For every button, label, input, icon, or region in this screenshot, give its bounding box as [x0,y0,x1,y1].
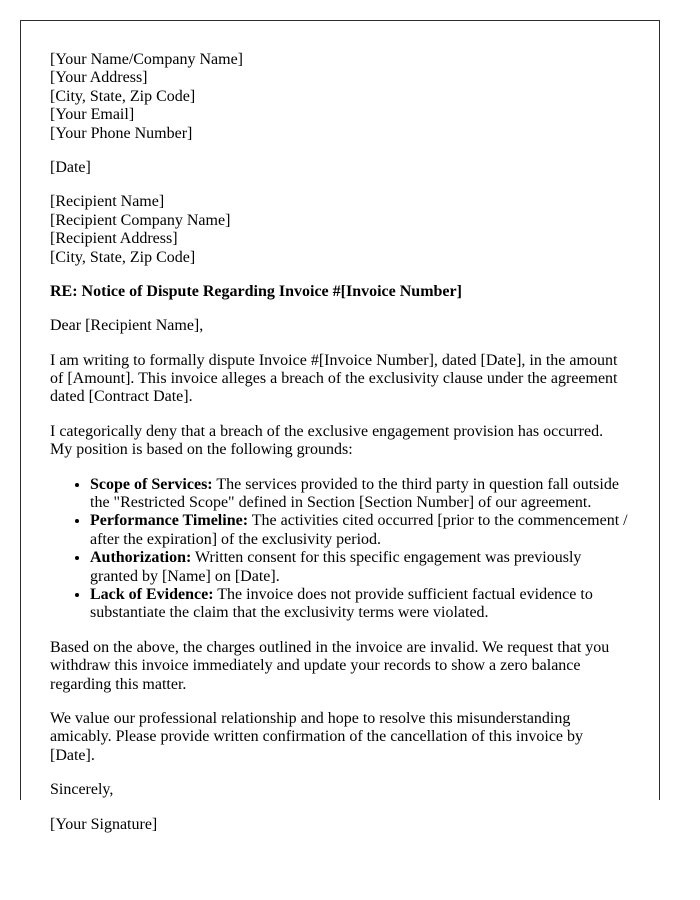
date-line: [Date] [50,158,91,176]
sender-email-line: [Your Email] [50,106,135,124]
recipient-address-block [50,193,629,267]
bullet-text: The services provided to the third party in question fall outside the "Restricted Scope" defined in Section [Section Number] of our agreement. [90,475,619,512]
salutation: Dear [Recipient Name], [50,317,204,335]
list-item-authorization [90,549,629,586]
recipient-company-line: [Recipient Company Name] [50,211,231,229]
dispute-grounds-list [50,476,629,623]
bullet-text: The invoice does not provide sufficient factual evidence to substantiate the claim that the exclusivity terms were violated. [90,585,593,622]
paragraph-dispute-intro: I am writing to formally dispute Invoice #[Invoice Number], dated [Date], in the amount of [Amount]. This invoice alleges a breach of the exclusivity clause under the agreement dated [Contract Date]. [50,351,618,406]
sender-phone-line: [Your Phone Number] [50,124,193,142]
paragraph-denial: I categorically deny that a breach of the exclusive engagement provision has occurred. My position is based on the following grounds: [50,422,604,459]
list-item-lack-of-evidence [90,586,629,623]
letter-document [20,20,660,833]
subject-line: RE: Notice of Dispute Regarding Invoice #[Invoice Number] [50,282,462,300]
recipient-city-line: [City, State, Zip Code] [50,248,196,266]
sender-city-line: [City, State, Zip Code] [50,87,196,105]
list-item-performance-timeline [90,512,629,549]
list-item-scope-of-services [90,476,629,513]
bullet-label: Authorization: [90,549,192,567]
recipient-name-line: [Recipient Name] [50,193,165,211]
bullet-text: Written consent for this specific engagement was previously granted by [Name] on [Date]. [90,549,582,585]
bullet-text: The activities cited occurred [prior to the commencement / after the expiration] of the exclusivity period. [90,512,628,548]
sender-address-block [50,51,629,143]
paragraph-closing-request: We value our professional relationship and hope to resolve this misunderstanding amicably. Please provide written confirmation of the cancellation of this invoice by [Date]. [50,709,584,764]
paragraph-request-withdrawal: Based on the above, the charges outlined in the invoice are invalid. We request that you withdraw this invoice immediately and update your records to show a zero balance regarding this matter. [50,638,610,693]
sender-address-line: [Your Address] [50,69,148,87]
closing: Sincerely, [50,781,114,799]
sender-name-line: [Your Name/Company Name] [50,51,244,68]
recipient-address-line: [Recipient Address] [50,230,178,248]
bullet-label: Scope of Services: [90,475,213,493]
signature-placeholder: [Your Signature] [50,815,158,833]
bullet-label: Lack of Evidence: [90,585,214,603]
bullet-label: Performance Timeline: [90,512,249,530]
